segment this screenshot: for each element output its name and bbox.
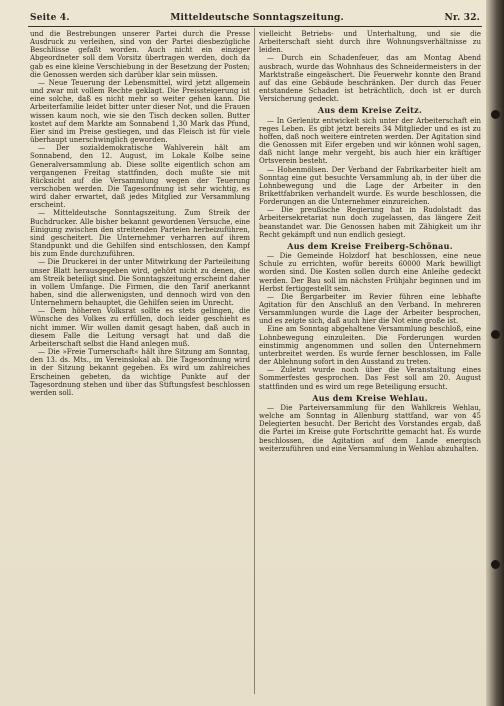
article-paragraph: vielleicht Betriebs- und Unterhaltung, und sie die Arbeiterschaft sieht durch ihre Wohnungsverhältnisse zu leiden.: [259, 30, 481, 55]
page-binding-edge: [486, 0, 504, 706]
binding-hole: [491, 110, 500, 119]
article-paragraph: — Die preußische Regierung hat in Rudolstadt das Arbeitersekretariat nun doch zugelassen, das längere Zeit beanstandet war. Die Genossen haben mit Zähigkeit um ihr Recht gekämpft und nun endlich gesiegt.: [259, 206, 481, 239]
article-paragraph: — Neue Teuerung der Lebensmittel, wird jetzt allgemein und zwar mit vollem Rechte geklagt. Die Preissteigerung ist eine solche, daß es nicht mehr so weiter gehen kann. Die Arbeiterfamilie leidet bitter unter dieser Not, und die Frauen wissen kaum noch, wie sie den Tisch decken sollen. Butter kostet auf dem Markte am Sonnabend 1,30 Mark das Pfund, Eier sind im Preise gestiegen, und das Fleisch ist für viele überhaupt unerschwinglich geworden.: [30, 78, 250, 145]
article-paragraph: Eine am Sonntag abgehaltene Versammlung beschloß, eine Lohnbewegung einzuleiten. Die Forderungen wurden einstimmig angenommen und sollen den Unternehmern unterbreitet werden. Es wurde ferner beschlossen, im Falle der Ablehnung sofort in den Ausstand zu treten.: [259, 325, 481, 367]
binding-hole: [491, 560, 500, 569]
article-paragraph: und die Bestrebungen unserer Partei durch die Presse Ausdruck zu verleihen, sind von der Partei diesbezügliche Beschlüsse gefaßt worden. Auch nicht ein einziger Abgeordneter soll dem Vorsitz übertragen werden, doch da gab es eine kleine Verschiebung in der Besetzung der Posten; die Genossen werden sich darüber klar sein müssen.: [30, 30, 250, 79]
binding-hole: [491, 330, 500, 339]
page-number: Seite 4.: [30, 13, 70, 23]
section-heading: Aus dem Kreise Freiberg-Schönau.: [287, 240, 453, 251]
article-paragraph: — Hohenmölsen. Der Verband der Fabrikarbeiter hielt am Sonntag eine gut besuchte Versammlung ab, in der über die Lohnbewegung und die Lage der Arbeiter in den Brikettfabriken verhandelt wurde. Es wurde beschlossen, die Forderungen an die Unternehmer einzureichen.: [259, 165, 481, 207]
column-divider: [254, 28, 255, 694]
masthead-title: Mitteldeutsche Sonntagszeitung.: [170, 13, 344, 23]
article-paragraph: — Mitteldeutsche Sonntagszeitung. Zum Streik der Buchdrucker. Alle bisher bekannt gewordenen Versuche, eine Einigung zwischen den streitenden Parteien herbeizuführen, sind gescheitert. Die Unternehmer verharren auf ihrem Standpunkt und die Gehilfen sind entschlossen, den Kampf bis zum Ende durchzuführen.: [30, 209, 250, 259]
left-column: [30, 30, 250, 694]
article-paragraph: — Die »Freie Turnerschaft« hält ihre Sitzung am Sonntag, den 13. ds. Mts., im Vereinslokal ab. Die Tagesordnung wird in der Sitzung bekannt gegeben. Es wird um zahlreiches Erscheinen gebeten, da wichtige Punkte auf der Tagesordnung stehen und über das Stiftungsfest beschlossen werden soll.: [30, 348, 250, 397]
article-paragraph: — Zuletzt wurde noch über die Veranstaltung eines Sommerfestes gesprochen. Das Fest soll am 20. August stattfinden und es wird um rege Beteiligung ersucht.: [259, 366, 481, 391]
article-paragraph: — Dem höheren Volksrat sollte es stets gelingen, die Wünsche des Volkes zu erfüllen, doch leider geschieht es nicht immer. Wir wollen damit gesagt haben, daß auch in diesem Falle die Leitung versagt hat und daß die Arbeiterschaft selbst die Hand anlegen muß.: [30, 307, 250, 348]
article-paragraph: — In Gerlenitz entwickelt sich unter der Arbeiterschaft ein reges Leben. Es gibt jetzt bereits 34 Mitglieder und es ist zu hoffen, daß noch weitere eintreten werden. Der Agitation sind die Genossen mit Eifer ergeben und wir können wohl sagen, daß nicht lange mehr vergeht, bis auch hier ein kräftiger Ortsverein besteht.: [259, 116, 481, 166]
article-paragraph: — Der sozialdemokratische Wahlverein hält am Sonnabend, den 12. August, im Lokale Kolbe seine Generalversammlung ab. Diese sollte eigentlich schon am vergangenen Freitag stattfinden, doch mußte sie mit Rücksicht auf die Versammlung wegen der Teuerung verschoben werden. Die Tagesordnung ist sehr wichtig, es wird daher erwartet, daß jedes Mitglied zur Versammlung erscheint.: [30, 144, 250, 210]
article-paragraph: — Die Druckerei in der unter Mitwirkung der Parteileitung unser Blatt herausgegeben wird, gehört nicht zu denen, die am Streik beteiligt sind. Die Sonntagszeitung erscheint daher in vollem Umfange. Die Firmen, die den Tarif anerkannt haben, sind die allerwenigsten, und dennoch wird von den Unternehmern behauptet, die Gehilfen seien im Unrecht.: [30, 258, 250, 308]
article-paragraph: — Die Gemeinde Holzdorf hat beschlossen, eine neue Schule zu errichten, wofür bereits 60000 Mark bewilligt worden sind. Die Kosten sollen durch eine Anleihe gedeckt werden. Der Bau soll im nächsten Frühjahr beginnen und im Herbst fertiggestellt sein.: [259, 252, 481, 293]
section-heading: Aus dem Kreise Wehlau.: [312, 392, 428, 403]
issue-number: Nr. 32.: [444, 13, 480, 23]
right-column: [259, 30, 481, 694]
article-paragraph: — Durch ein Schadenfeuer, das am Montag Abend ausbrach, wurde das Wohnhaus des Schneidermeisters in der Marktstraße eingeäschert. Die Feuerwehr konnte den Brand auf das eine Gebäude beschränken. Der durch das Feuer entstandene Schaden ist beträchtlich, doch ist er durch Versicherung gedeckt.: [259, 54, 481, 104]
article-paragraph: — Die Parteiversammlung für den Wahlkreis Wehlau, welche am Sonntag in Allenburg stattfand, war von 45 Delegierten besucht. Der Bericht des Vorstandes ergab, daß die Partei im Kreise gute Fortschritte gemacht hat. Es wurde beschlossen, die Agitation auf dem Lande energisch weiterzuführen und eine Versammlung in Wehlau abzuhalten.: [259, 403, 481, 453]
page-header: [30, 10, 480, 26]
header-rule: [28, 26, 482, 27]
article-paragraph: — Die Bergarbeiter im Revier führen eine lebhafte Agitation für den Anschluß an den Verband. In mehreren Versammlungen wurde die Lage der Arbeiter besprochen, und es zeigte sich, daß auch hier die Not eine große ist.: [259, 292, 481, 326]
section-heading: Aus dem Kreise Zeitz.: [317, 105, 423, 116]
